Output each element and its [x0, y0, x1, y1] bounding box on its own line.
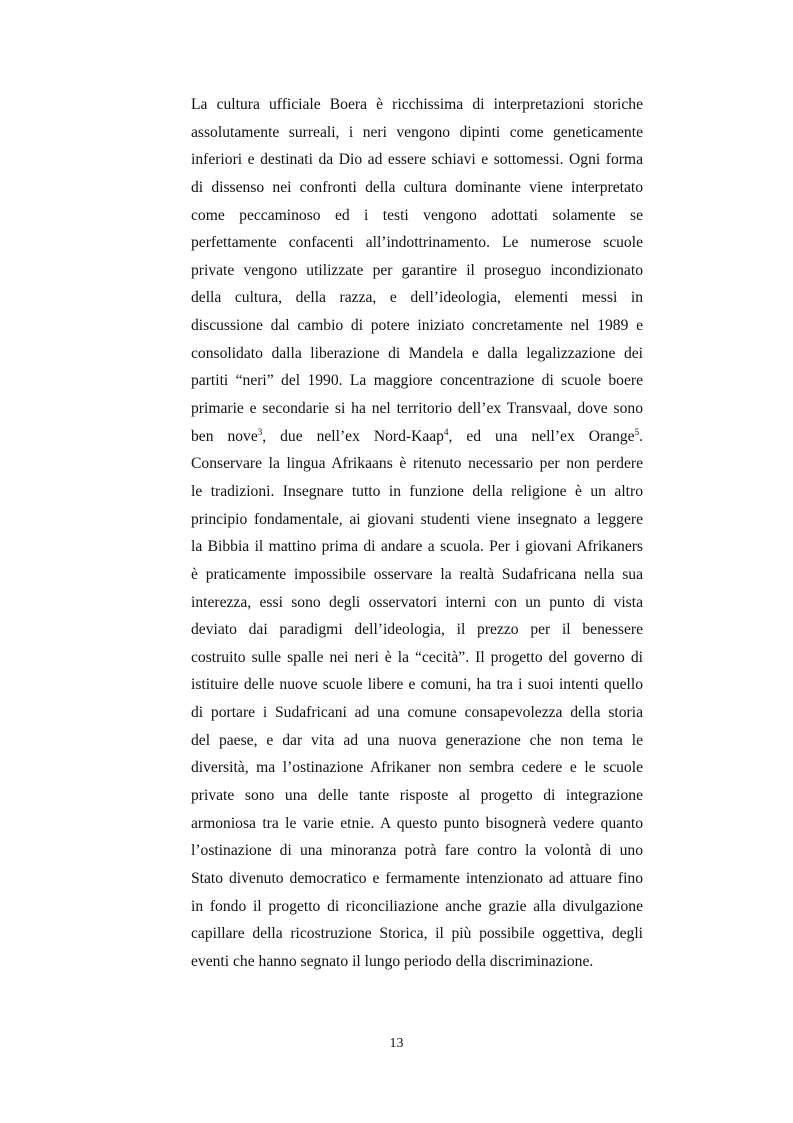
- text-line-with-footnotes: [191, 423, 643, 451]
- text-line: deviato dai paradigmi dell’ideologia, il prezzo per il benessere: [191, 621, 643, 639]
- text-line: del paese, e dar vita ad una nuova generazione che non tema le: [191, 731, 643, 749]
- text-line: la Bibbia il mattino prima di andare a scuola. Per i giovani Afrikaners: [191, 538, 643, 556]
- text-line: le tradizioni. Insegnare tutto in funzione della religione è un altro: [191, 482, 643, 500]
- text-line-last: eventi che hanno segnato il lungo periodo della discriminazione.: [191, 952, 594, 970]
- text-line: consolidato dalla liberazione di Mandela e dalla legalizzazione dei: [191, 344, 643, 362]
- text-line: private vengono utilizzate per garantire il proseguo incondizionato: [191, 261, 643, 279]
- text-line: di dissenso nei confronti della cultura dominante viene interpretato: [191, 178, 643, 196]
- text-segment: , ed una nell’ex Orange: [448, 427, 635, 445]
- text-line: istituire delle nuove scuole libere e comuni, ha tra i suoi intenti quello: [191, 676, 643, 694]
- text-line: è praticamente impossibile osservare la realtà Sudafricana nella sua: [191, 565, 643, 583]
- text-line: primarie e secondarie si ha nel territorio dell’ex Transvaal, dove sono: [191, 400, 643, 418]
- text-line: inferiori e destinati da Dio ad essere schiavi e sottomessi. Ogni forma: [191, 151, 643, 169]
- text-segment: ben nove: [191, 427, 258, 445]
- text-line: interezza, essi sono degli osservatori interni con un punto di vista: [191, 593, 643, 611]
- text-line: La cultura ufficiale Boera è ricchissima di interpretazioni storiche: [191, 96, 643, 113]
- footnote-ref-4[interactable]: 4: [443, 426, 449, 437]
- text-segment: .: [639, 427, 643, 445]
- text-line: l’ostinazione di una minoranza potrà fare contro la volontà di uno: [191, 842, 643, 860]
- text-line: Conservare la lingua Afrikaans è ritenuto necessario per non perdere: [191, 455, 643, 473]
- text-line: di portare i Sudafricani ad una comune consapevolezza della storia: [191, 704, 643, 722]
- text-line: private sono una delle tante risposte al progetto di integrazione: [191, 787, 643, 805]
- body-paragraph: [191, 91, 643, 976]
- page-number: 13: [389, 1036, 404, 1051]
- text-line: partiti “neri” del 1990. La maggiore concentrazione di scuole boere: [191, 372, 643, 390]
- text-line: armoniosa tra le varie etnie. A questo punto bisognerà vedere quanto: [191, 814, 643, 832]
- text-line: perfettamente confacenti all’indottrinamento. Le numerose scuole: [191, 234, 643, 252]
- text-line: come peccaminoso ed i testi vengono adottati solamente se: [191, 206, 643, 224]
- text-line: in fondo il progetto di riconciliazione anche grazie alla divulgazione: [191, 897, 643, 915]
- text-line: discussione dal cambio di potere iniziato concretamente nel 1989 e: [191, 317, 643, 335]
- text-segment: , due nell’ex Nord-Kaap: [262, 427, 444, 445]
- footnote-ref-5[interactable]: 5: [634, 426, 640, 437]
- text-line: principio fondamentale, ai giovani studenti viene insegnato a leggere: [191, 510, 643, 528]
- footnote-ref-3[interactable]: 3: [257, 426, 263, 437]
- text-line: capillare della ricostruzione Storica, il più possibile oggettiva, degli: [191, 925, 643, 943]
- text-line: diversità, ma l’ostinazione Afrikaner non sembra cedere e le scuole: [191, 759, 643, 777]
- text-line: della cultura, della razza, e dell’ideologia, elementi messi in: [191, 289, 643, 307]
- text-line: Stato divenuto democratico e fermamente intenzionato ad attuare fino: [191, 869, 643, 887]
- text-line: costruito sulle spalle nei neri è la “cecità”. Il progetto del governo di: [191, 648, 643, 666]
- text-line: assolutamente surreali, i neri vengono dipinti come geneticamente: [191, 123, 643, 141]
